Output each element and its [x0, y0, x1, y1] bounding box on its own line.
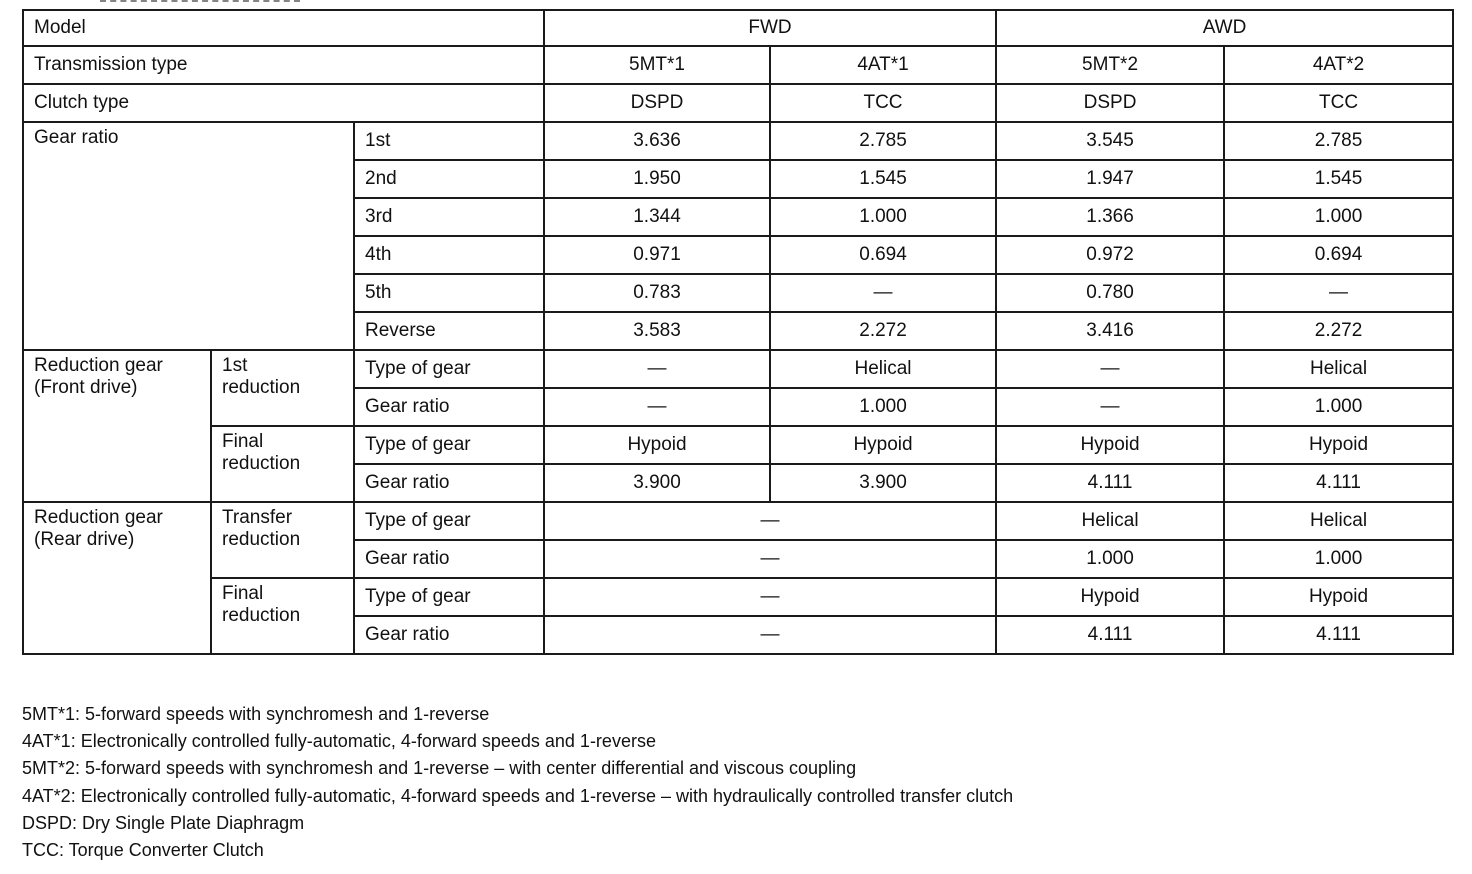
table-cell: 0.971: [544, 236, 770, 274]
table-cell: Helical: [770, 350, 996, 388]
table-cell: Helical: [1224, 502, 1453, 540]
gear-ratio-row: [23, 122, 1453, 160]
rear-reduction-label-line1: Reduction gear: [34, 507, 163, 528]
rear-transfer-label-line2: reduction: [222, 529, 301, 550]
table-cell: 2.272: [1224, 312, 1453, 350]
front-final-label-line2: reduction: [222, 453, 301, 474]
front-first-label-line1: 1st: [222, 355, 248, 376]
table-cell: 2.272: [770, 312, 996, 350]
table-cell: 3.545: [996, 122, 1224, 160]
table-cell: 1.000: [996, 540, 1224, 578]
table-cell: —: [544, 388, 770, 426]
table-cell: 4AT*1: [770, 46, 996, 84]
table-cell: Hypoid: [770, 426, 996, 464]
table-cell: 1.545: [1224, 160, 1453, 198]
table-cell: —: [770, 274, 996, 312]
front-final-label-line1: Final: [222, 431, 264, 452]
rear-final-label-line1: Final: [222, 583, 264, 604]
rear-transfer-label-line1: Transfer: [222, 507, 293, 528]
gear-name: Reverse: [354, 312, 544, 350]
table-cell: Hypoid: [544, 426, 770, 464]
model-label: Model: [23, 10, 544, 46]
table-cell: Hypoid: [1224, 426, 1453, 464]
table-cell: 3.900: [770, 464, 996, 502]
table-cell: 0.972: [996, 236, 1224, 274]
gear-name: 1st: [354, 122, 544, 160]
footnote: 4AT*1: Electronically controlled fully-automatic, 4-forward speeds and 1-reverse: [22, 731, 656, 752]
table-cell: Hypoid: [1224, 578, 1453, 616]
front-first-label-line2: reduction: [222, 377, 301, 398]
table-cell: 4.111: [1224, 616, 1453, 654]
table-cell: 1.000: [770, 198, 996, 236]
table-cell: —: [544, 540, 996, 578]
transmission-spec-table: [22, 9, 1454, 655]
table-cell: 1.947: [996, 160, 1224, 198]
table-cell: 1.000: [770, 388, 996, 426]
table-cell: 0.783: [544, 274, 770, 312]
table-cell: —: [996, 388, 1224, 426]
table-cell: 1.366: [996, 198, 1224, 236]
rear-final-type-row: [23, 578, 1453, 616]
table-cell: 0.694: [1224, 236, 1453, 274]
table-cell: TCC: [1224, 84, 1453, 122]
rear-transfer-reduction-label: [211, 502, 354, 578]
type-of-gear-label: Type of gear: [354, 502, 544, 540]
table-cell: 2.785: [1224, 122, 1453, 160]
awd-header: AWD: [996, 10, 1453, 46]
table-cell: 2.785: [770, 122, 996, 160]
table-cell: 0.780: [996, 274, 1224, 312]
table-cell: 1.000: [1224, 388, 1453, 426]
table-cell: —: [544, 578, 996, 616]
table-cell: 1.950: [544, 160, 770, 198]
fwd-header: FWD: [544, 10, 996, 46]
front-final-reduction-label: [211, 426, 354, 502]
table-cell: Hypoid: [996, 578, 1224, 616]
gear-ratio-sub-label: Gear ratio: [354, 388, 544, 426]
gear-ratio-sub-label: Gear ratio: [354, 464, 544, 502]
table-cell: Helical: [996, 502, 1224, 540]
front-first-reduction-label: [211, 350, 354, 426]
table-cell: 3.583: [544, 312, 770, 350]
scan-artifact-line: [100, 0, 300, 6]
front-reduction-label-line1: Reduction gear: [34, 355, 163, 376]
table-cell: —: [544, 350, 770, 388]
table-cell: 1.545: [770, 160, 996, 198]
table-cell: 5MT*1: [544, 46, 770, 84]
table-cell: 5MT*2: [996, 46, 1224, 84]
table-cell: 3.636: [544, 122, 770, 160]
footnote: 4AT*2: Electronically controlled fully-automatic, 4-forward speeds and 1-reverse – with hydraulically controlled transfer clutch: [22, 785, 1014, 806]
front-reduction-label: [23, 350, 211, 502]
table-cell: Hypoid: [996, 426, 1224, 464]
rear-final-label-line2: reduction: [222, 605, 301, 626]
table-cell: Helical: [1224, 350, 1453, 388]
gear-name: 3rd: [354, 198, 544, 236]
clutch-type-label: Clutch type: [23, 84, 544, 122]
table-cell: 1.000: [1224, 540, 1453, 578]
footnote: TCC: Torque Converter Clutch: [22, 840, 264, 861]
table-cell: 4AT*2: [1224, 46, 1453, 84]
table-cell: 0.694: [770, 236, 996, 274]
table-cell: —: [544, 616, 996, 654]
front-final-type-row: [23, 426, 1453, 464]
gear-ratio-sub-label: Gear ratio: [354, 540, 544, 578]
footnote: DSPD: Dry Single Plate Diaphragm: [22, 812, 305, 833]
front-first-type-row: [23, 350, 1453, 388]
table-cell: —: [1224, 274, 1453, 312]
front-reduction-label-line2: (Front drive): [34, 377, 138, 398]
type-of-gear-label: Type of gear: [354, 426, 544, 464]
table-cell: —: [996, 350, 1224, 388]
rear-reduction-label-line2: (Rear drive): [34, 529, 135, 550]
footnotes: [22, 701, 1013, 864]
footnote: 5MT*1: 5-forward speeds with synchromesh and 1-reverse: [22, 704, 490, 724]
transmission-type-row: [23, 46, 1453, 84]
table-cell: 4.111: [1224, 464, 1453, 502]
table-cell: 4.111: [996, 464, 1224, 502]
gear-ratio-sub-label: Gear ratio: [354, 616, 544, 654]
transmission-type-label: Transmission type: [23, 46, 544, 84]
gear-ratio-label: Gear ratio: [23, 122, 354, 350]
table-cell: 3.416: [996, 312, 1224, 350]
type-of-gear-label: Type of gear: [354, 578, 544, 616]
gear-name: 2nd: [354, 160, 544, 198]
table-cell: DSPD: [544, 84, 770, 122]
rear-transfer-type-row: [23, 502, 1453, 540]
clutch-type-row: [23, 84, 1453, 122]
gear-name: 5th: [354, 274, 544, 312]
table-cell: TCC: [770, 84, 996, 122]
rear-final-reduction-label: [211, 578, 354, 654]
type-of-gear-label: Type of gear: [354, 350, 544, 388]
table-cell: —: [544, 502, 996, 540]
table-cell: 3.900: [544, 464, 770, 502]
model-row: [23, 10, 1453, 46]
rear-reduction-label: [23, 502, 211, 654]
gear-name: 4th: [354, 236, 544, 274]
table-cell: 1.344: [544, 198, 770, 236]
footnote: 5MT*2: 5-forward speeds with synchromesh and 1-reverse – with center differential and viscous coupling: [22, 758, 857, 779]
table-cell: DSPD: [996, 84, 1224, 122]
table-cell: 1.000: [1224, 198, 1453, 236]
table-cell: 4.111: [996, 616, 1224, 654]
